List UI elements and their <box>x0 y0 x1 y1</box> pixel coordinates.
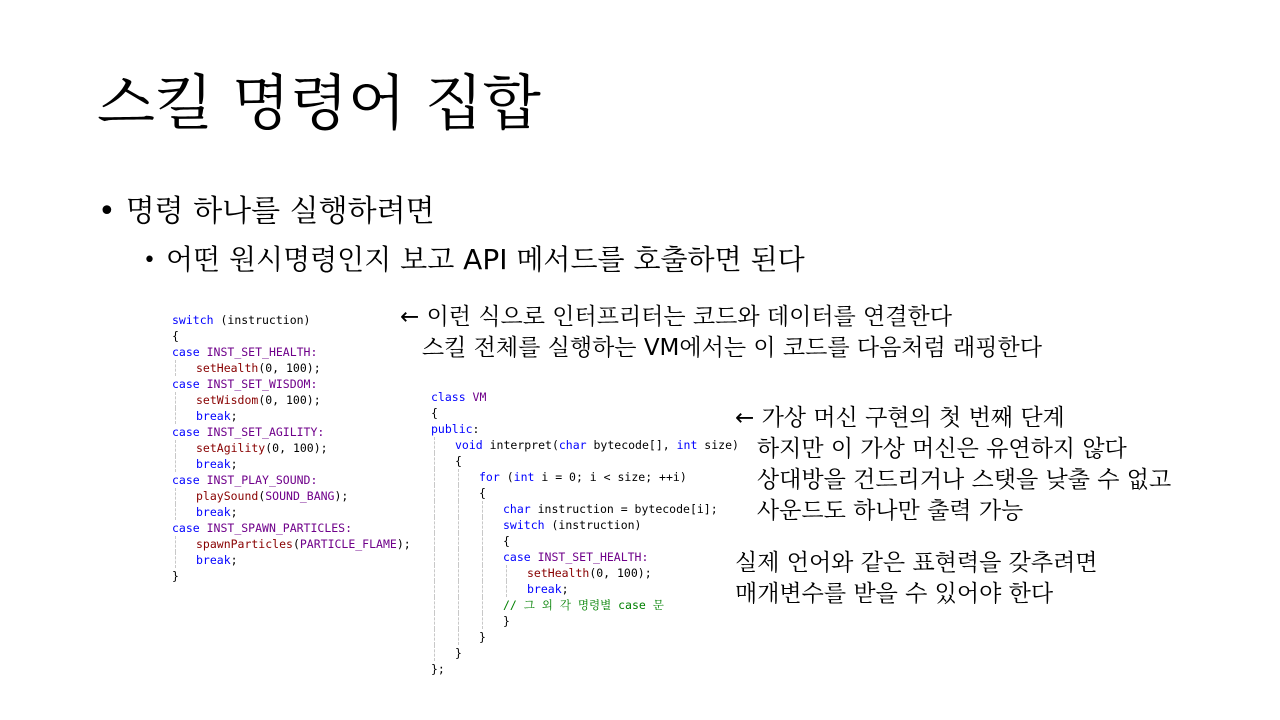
code-line <box>431 469 739 485</box>
code-token: (0, 100); <box>589 566 652 580</box>
code-token: setWisdom <box>196 393 259 407</box>
code-line-content <box>196 361 321 375</box>
code-line-content <box>172 329 179 343</box>
bullet-level-2 <box>143 240 805 281</box>
indent-guide <box>458 549 459 565</box>
code-line <box>431 517 739 533</box>
code-token: ); <box>396 537 411 551</box>
code-line <box>172 392 411 408</box>
code-token: SOUND_BANG <box>265 489 335 503</box>
code-line <box>172 424 411 440</box>
code-token: { <box>172 329 179 343</box>
indent-guide <box>175 392 176 408</box>
code-token: ; <box>561 582 569 596</box>
code-token: } <box>479 630 486 644</box>
code-token: spawnParticles <box>196 537 293 551</box>
code-line-content <box>455 646 462 660</box>
code-line-content <box>479 470 687 484</box>
code-line <box>431 389 739 405</box>
indent-guide <box>175 488 176 504</box>
code-token: (instruction) <box>544 518 642 532</box>
code-line-content <box>431 422 479 436</box>
indent-guide <box>482 597 483 613</box>
code-block-vm-class <box>431 389 739 677</box>
code-token: : <box>472 422 480 436</box>
code-line <box>431 453 739 469</box>
code-token: { <box>431 406 438 420</box>
code-line <box>172 440 411 456</box>
indent-guide <box>434 517 435 533</box>
code-block-switch <box>172 312 411 584</box>
code-token: ; <box>230 409 238 423</box>
indent-guide <box>434 533 435 549</box>
code-line <box>172 344 411 360</box>
code-line <box>172 456 411 472</box>
indent-guide <box>458 629 459 645</box>
code-line-content <box>172 569 179 583</box>
code-line-content <box>172 425 324 439</box>
code-line <box>431 437 739 453</box>
bullet-dot: • <box>143 248 156 273</box>
code-token: } <box>455 646 462 660</box>
code-line <box>172 328 411 344</box>
code-token: ); <box>334 489 349 503</box>
indent-guide <box>482 549 483 565</box>
indent-guide <box>434 629 435 645</box>
indent-guide <box>434 597 435 613</box>
code-token: break <box>196 409 231 423</box>
code-token: switch <box>503 518 545 532</box>
code-token: } <box>172 569 179 583</box>
code-token: ; <box>230 505 238 519</box>
indent-guide <box>482 533 483 549</box>
code-line <box>172 536 411 552</box>
code-line <box>172 568 411 584</box>
code-token: PARTICLE_FLAME <box>299 537 397 551</box>
code-line <box>431 581 739 597</box>
code-token: (0, 100); <box>265 441 328 455</box>
code-token: INST_SPAWN_PARTICLES: <box>199 521 353 535</box>
code-token: break <box>196 457 231 471</box>
code-line <box>431 421 739 437</box>
indent-guide <box>175 536 176 552</box>
code-line <box>431 629 739 645</box>
code-token: bytecode[], <box>586 438 677 452</box>
bullet-level-1 <box>98 190 435 234</box>
code-line <box>172 360 411 376</box>
code-token: (instruction) <box>213 313 311 327</box>
code-line-content <box>503 614 510 628</box>
code-line-content <box>172 473 317 487</box>
code-token: class <box>431 390 466 404</box>
code-token: INST_SET_WISDOM: <box>199 377 318 391</box>
code-line-content <box>196 489 348 503</box>
code-token: (0, 100); <box>258 361 321 375</box>
code-line <box>172 312 411 328</box>
slide-title: 스킬 명령어 집합 <box>97 69 541 139</box>
indent-guide <box>434 453 435 469</box>
indent-guide <box>434 565 435 581</box>
indent-guide <box>175 456 176 472</box>
code-token: setAgility <box>196 441 266 455</box>
code-token: for <box>479 470 500 484</box>
code-token: { <box>503 534 510 548</box>
code-token: case <box>172 345 200 359</box>
code-line-content <box>172 313 310 327</box>
indent-guide <box>482 501 483 517</box>
indent-guide <box>458 613 459 629</box>
indent-guide <box>482 517 483 533</box>
code-token: case <box>172 521 200 535</box>
code-token: switch <box>172 313 214 327</box>
code-token: char <box>558 438 587 452</box>
bullet-dot: • <box>98 194 116 229</box>
code-token: interpret( <box>482 438 559 452</box>
code-line <box>172 376 411 392</box>
code-line-content <box>503 550 648 564</box>
code-line-content <box>527 566 652 580</box>
code-line <box>172 520 411 536</box>
code-line <box>431 533 739 549</box>
bullet-level-1-text: 명령 하나를 실행하려면 <box>125 194 435 229</box>
code-token: instruction = bytecode[i]; <box>530 502 718 516</box>
code-line <box>431 501 739 517</box>
indent-guide <box>434 437 435 453</box>
indent-guide <box>482 613 483 629</box>
code-line-content <box>172 377 317 391</box>
code-token: public <box>431 422 473 436</box>
indent-guide <box>434 549 435 565</box>
code-token: case <box>503 550 531 564</box>
bullet-level-2-text: 어떤 원시명령인지 보고 API 메서드를 호출하면 된다 <box>165 243 805 276</box>
code-token: case <box>172 377 200 391</box>
code-token: char <box>503 502 531 516</box>
indent-guide <box>482 581 483 597</box>
code-token: ( <box>292 537 300 551</box>
indent-guide <box>458 533 459 549</box>
code-line-content <box>455 438 739 452</box>
code-token: ( <box>258 489 266 503</box>
indent-guide <box>482 565 483 581</box>
indent-guide <box>458 485 459 501</box>
indent-guide <box>434 645 435 661</box>
code-token: (0, 100); <box>258 393 321 407</box>
code-token: INST_PLAY_SOUND: <box>199 473 318 487</box>
indent-guide <box>434 485 435 501</box>
code-line-content <box>503 534 510 548</box>
code-line <box>172 488 411 504</box>
code-line-content <box>196 537 411 551</box>
indent-guide <box>434 469 435 485</box>
code-line-content <box>479 630 486 644</box>
code-token: case <box>172 473 200 487</box>
code-token: playSound <box>196 489 259 503</box>
indent-guide <box>458 501 459 517</box>
code-line-content <box>196 393 321 407</box>
code-line <box>431 565 739 581</box>
code-token: ( <box>499 470 514 484</box>
annotation-vm-first-step: ← 가상 머신 구현의 첫 번째 단계 하지만 이 가상 머신은 유연하지 않다 상대방을 건드리거나 스탯을 낮출 수 없고 사운드도 하나만 출력 가능 <box>735 405 1172 524</box>
code-line-content <box>479 486 486 500</box>
indent-guide <box>175 504 176 520</box>
code-line <box>172 408 411 424</box>
indent-guide <box>434 501 435 517</box>
indent-guide <box>458 581 459 597</box>
code-line-content <box>503 518 641 532</box>
code-line-content <box>431 406 438 420</box>
indent-guide <box>458 469 459 485</box>
code-token: setHealth <box>527 566 590 580</box>
indent-guide <box>175 360 176 376</box>
code-token: break <box>527 582 562 596</box>
indent-guide <box>458 565 459 581</box>
code-token: { <box>479 486 486 500</box>
code-token: VM <box>465 390 487 404</box>
code-line-content <box>527 582 569 596</box>
code-token: int <box>513 470 535 484</box>
code-token: INST_SET_HEALTH: <box>530 550 649 564</box>
code-token: // 그 외 각 명령별 case 문 <box>503 598 664 612</box>
code-line-content <box>455 454 462 468</box>
indent-guide <box>434 613 435 629</box>
code-token: } <box>503 614 510 628</box>
code-line <box>172 552 411 568</box>
code-line-content <box>431 662 445 676</box>
code-line-content <box>196 409 238 423</box>
code-line-content <box>196 553 238 567</box>
code-line-content <box>196 505 238 519</box>
code-token: ; <box>230 553 238 567</box>
code-line-content <box>172 345 317 359</box>
code-token: INST_SET_AGILITY: <box>199 425 325 439</box>
code-line <box>431 661 739 677</box>
code-line <box>431 597 739 613</box>
code-token: { <box>455 454 462 468</box>
indent-guide <box>458 597 459 613</box>
indent-guide <box>506 581 507 597</box>
code-line <box>431 613 739 629</box>
indent-guide <box>506 565 507 581</box>
indent-guide <box>175 552 176 568</box>
code-line <box>431 549 739 565</box>
code-token: i = 0; i < size; ++i) <box>534 470 687 484</box>
code-line-content <box>503 502 718 516</box>
code-token: case <box>172 425 200 439</box>
indent-guide <box>434 581 435 597</box>
code-line <box>172 504 411 520</box>
code-line-content <box>431 390 486 404</box>
code-line <box>431 405 739 421</box>
code-line-content <box>172 521 352 535</box>
code-token: int <box>676 438 698 452</box>
annotation-parameters: 실제 언어와 같은 표현력을 갖추려면 매개변수를 받을 수 있어야 한다 <box>735 550 1098 607</box>
code-line-content <box>196 457 238 471</box>
indent-guide <box>175 440 176 456</box>
indent-guide <box>175 408 176 424</box>
indent-guide <box>458 517 459 533</box>
code-token: INST_SET_HEALTH: <box>199 345 318 359</box>
code-line-content <box>503 598 664 612</box>
code-token: setHealth <box>196 361 259 375</box>
annotation-interpreter: ← 이런 식으로 인터프리터는 코드와 데이터를 연결한다 스킬 전체를 실행하는 VM에서는 이 코드를 다음처럼 래핑한다 <box>400 304 1042 361</box>
code-token: break <box>196 553 231 567</box>
code-token: size) <box>697 438 739 452</box>
code-token: ; <box>230 457 238 471</box>
code-token: break <box>196 505 231 519</box>
code-line-content <box>196 441 328 455</box>
code-token: }; <box>431 662 445 676</box>
code-line <box>431 485 739 501</box>
code-line <box>431 645 739 661</box>
code-token: void <box>455 438 483 452</box>
code-line <box>172 472 411 488</box>
